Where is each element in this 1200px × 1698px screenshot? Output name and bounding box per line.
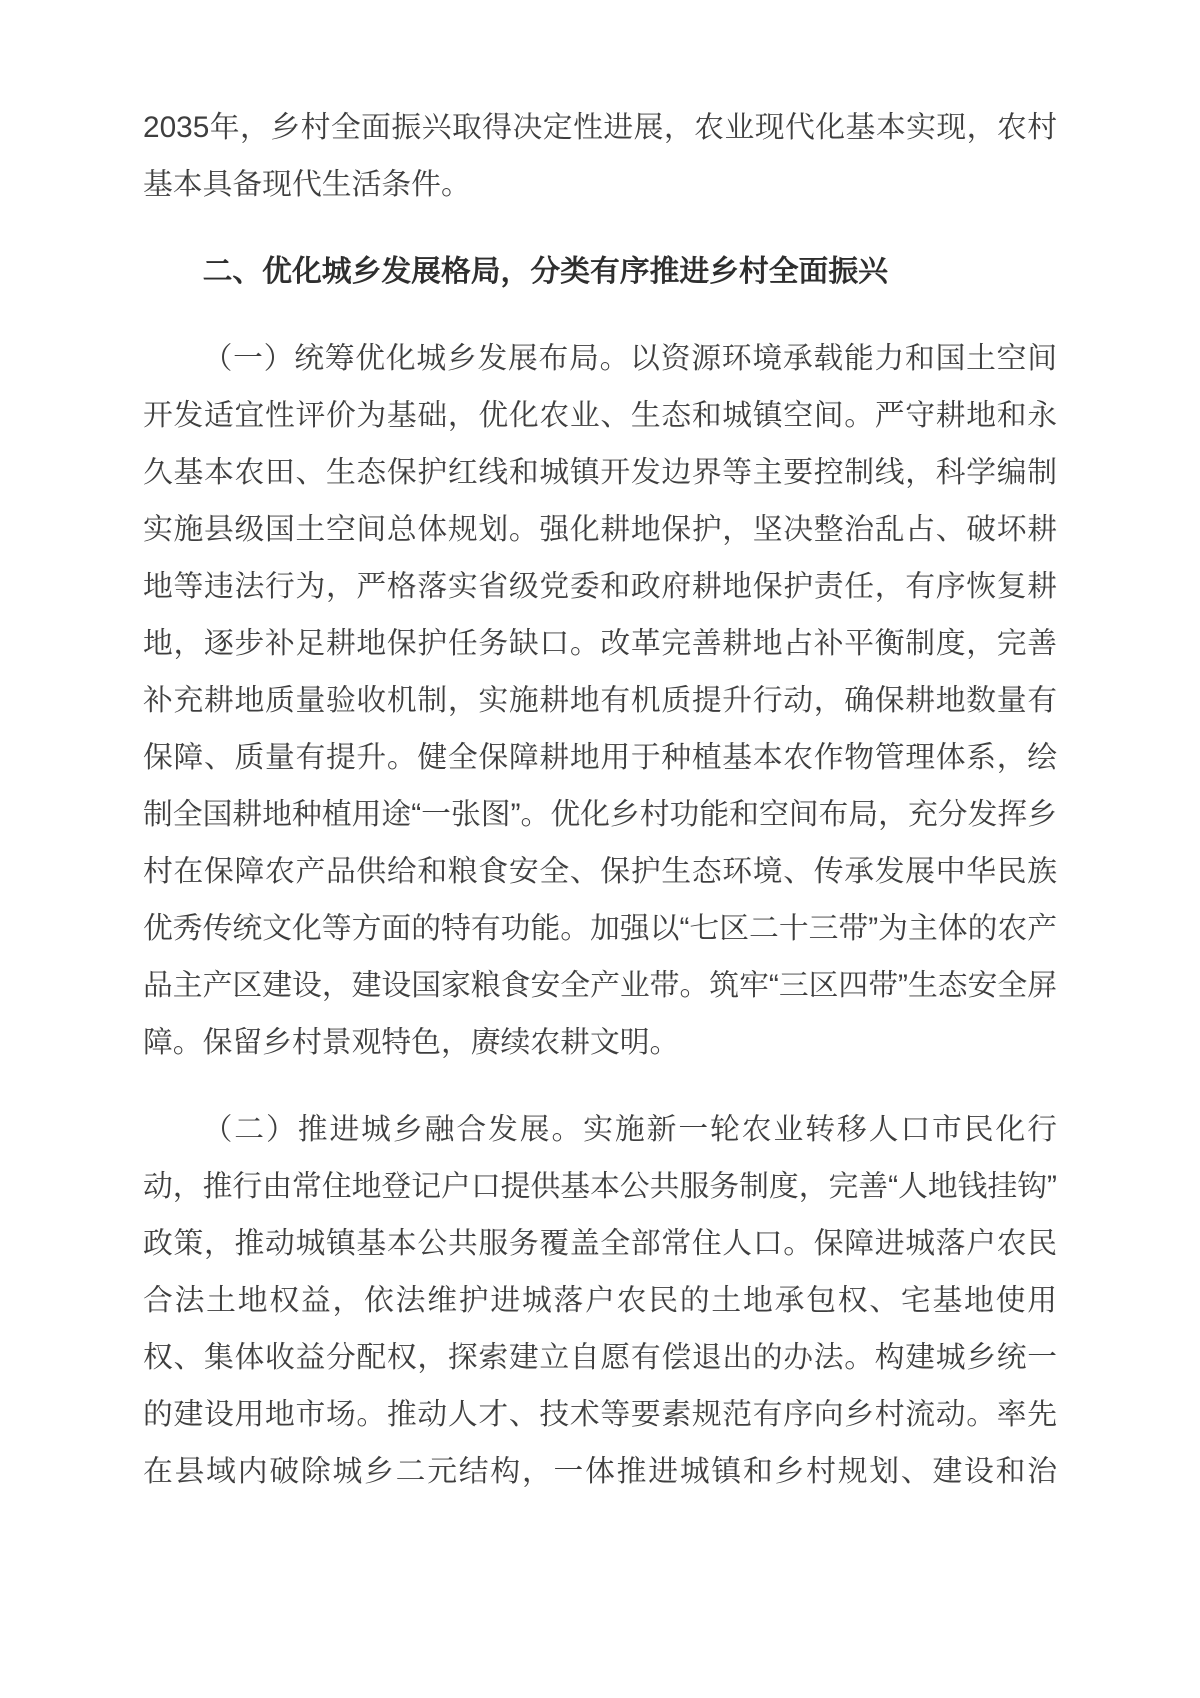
continuation-paragraph: 2035年，乡村全面振兴取得决定性进展，农业现代化基本实现，农村基本具备现代生活条件。 <box>143 111 1057 201</box>
paragraph-item-2: （二）推进城乡融合发展。实施新一轮农业转移人口市民化行动，推行由常住地登记户口提供基本公共服务制度，完善“人地钱挂钩”政策，推动城镇基本公共服务覆盖全部常住人口。保障进城落户农民合法土地权益，依法维护进城落户农民的土地承包权、宅基地使用权、集体收益分配权，探索建立自愿有偿退出的办法。构建城乡统一的建设用地市场。推动人才、技术等要素规范有序向乡村流动。率先在县域内破除城乡二元结构，一体推进城镇和乡村规划、建设和治 <box>143 1113 1057 1488</box>
section-heading: 二、优化城乡发展格局，分类有序推进乡村全面振兴 <box>202 255 888 288</box>
paragraph-item-1: （一）统筹优化城乡发展布局。以资源环境承载能力和国土空间开发适宜性评价为基础，优化农业、生态和城镇空间。严守耕地和永久基本农田、生态保护红线和城镇开发边界等主要控制线，科学编制实施县级国土空间总体规划。强化耕地保护，坚决整治乱占、破坏耕地等违法行为，严格落实省级党委和政府耕地保护责任，有序恢复耕地，逐步补足耕地保护任务缺口。改革完善耕地占补平衡制度，完善补充耕地质量验收机制，实施耕地有机质提升行动，确保耕地数量有保障、质量有提升。健全保障耕地用于种植基本农作物管理体系，绘制全国耕地种植用途“一张图”。优化乡村功能和空间布局，充分发挥乡村在保障农产品供给和粮食安全、保护生态环境、传承发展中华民族优秀传统文化等方面的特有功能。加强以“七区二十三带”为主体的农产品主产区建设，建设国家粮食安全产业带。筑牢“三区四带”生态安全屏障。保留乡村景观特色，赓续农耕文明。 <box>143 342 1057 1059</box>
